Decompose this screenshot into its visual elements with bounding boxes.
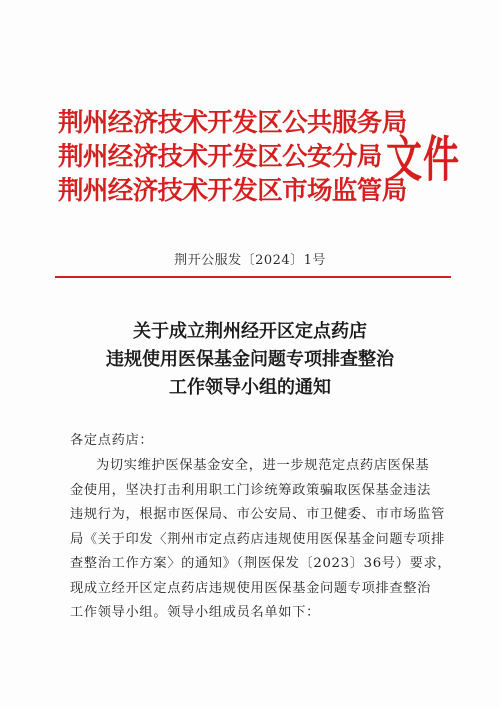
paragraph-line: 为切实维护医保基金安全，进一步规范定点药店医保基 xyxy=(96,458,430,473)
title-line-1: 关于成立荆州经开区定点药店 xyxy=(133,321,367,342)
issuing-authorities xyxy=(58,106,407,208)
paragraph-line: 现成立经开区定点药店违规使用医保基金问题专项排查整治 xyxy=(70,580,432,596)
title-line-3: 工作领导小组的通知 xyxy=(169,377,331,398)
document-mark: 文件 xyxy=(386,131,461,189)
paragraph-line: 局《关于印发〈荆州市定点药店违规使用医保基金问题专项排 xyxy=(70,531,445,547)
issuer-public-security-branch: 荆州经济技术开发区公安分局 xyxy=(58,142,382,172)
document-number: 荆开公服发〔2024〕1号 xyxy=(174,253,326,268)
issuer-market-supervision-bureau: 荆州经济技术开发区市场监管局 xyxy=(58,176,407,206)
title-line-2: 违规使用医保基金问题专项排查整治 xyxy=(106,349,394,370)
body-paragraph xyxy=(70,454,452,626)
document-title xyxy=(0,318,500,402)
addressee: 各定点药店： xyxy=(70,433,154,448)
paragraph-line: 违规行为，根据市医保局、市公安局、市卫健委、市市场监管 xyxy=(70,507,445,522)
issuer-public-service-bureau: 荆州经济技术开发区公共服务局 xyxy=(58,108,407,138)
paragraph-line: 金使用，坚决打击利用职工门诊统筹政策骗取医保基金违法 xyxy=(70,482,432,498)
red-separator-line xyxy=(55,276,451,278)
paragraph-line: 工作领导小组。领导小组成员名单如下： xyxy=(70,605,320,620)
paragraph-line: 查整治工作方案〉的通知》（荆医保发〔2023〕36号）要求， xyxy=(70,556,452,571)
